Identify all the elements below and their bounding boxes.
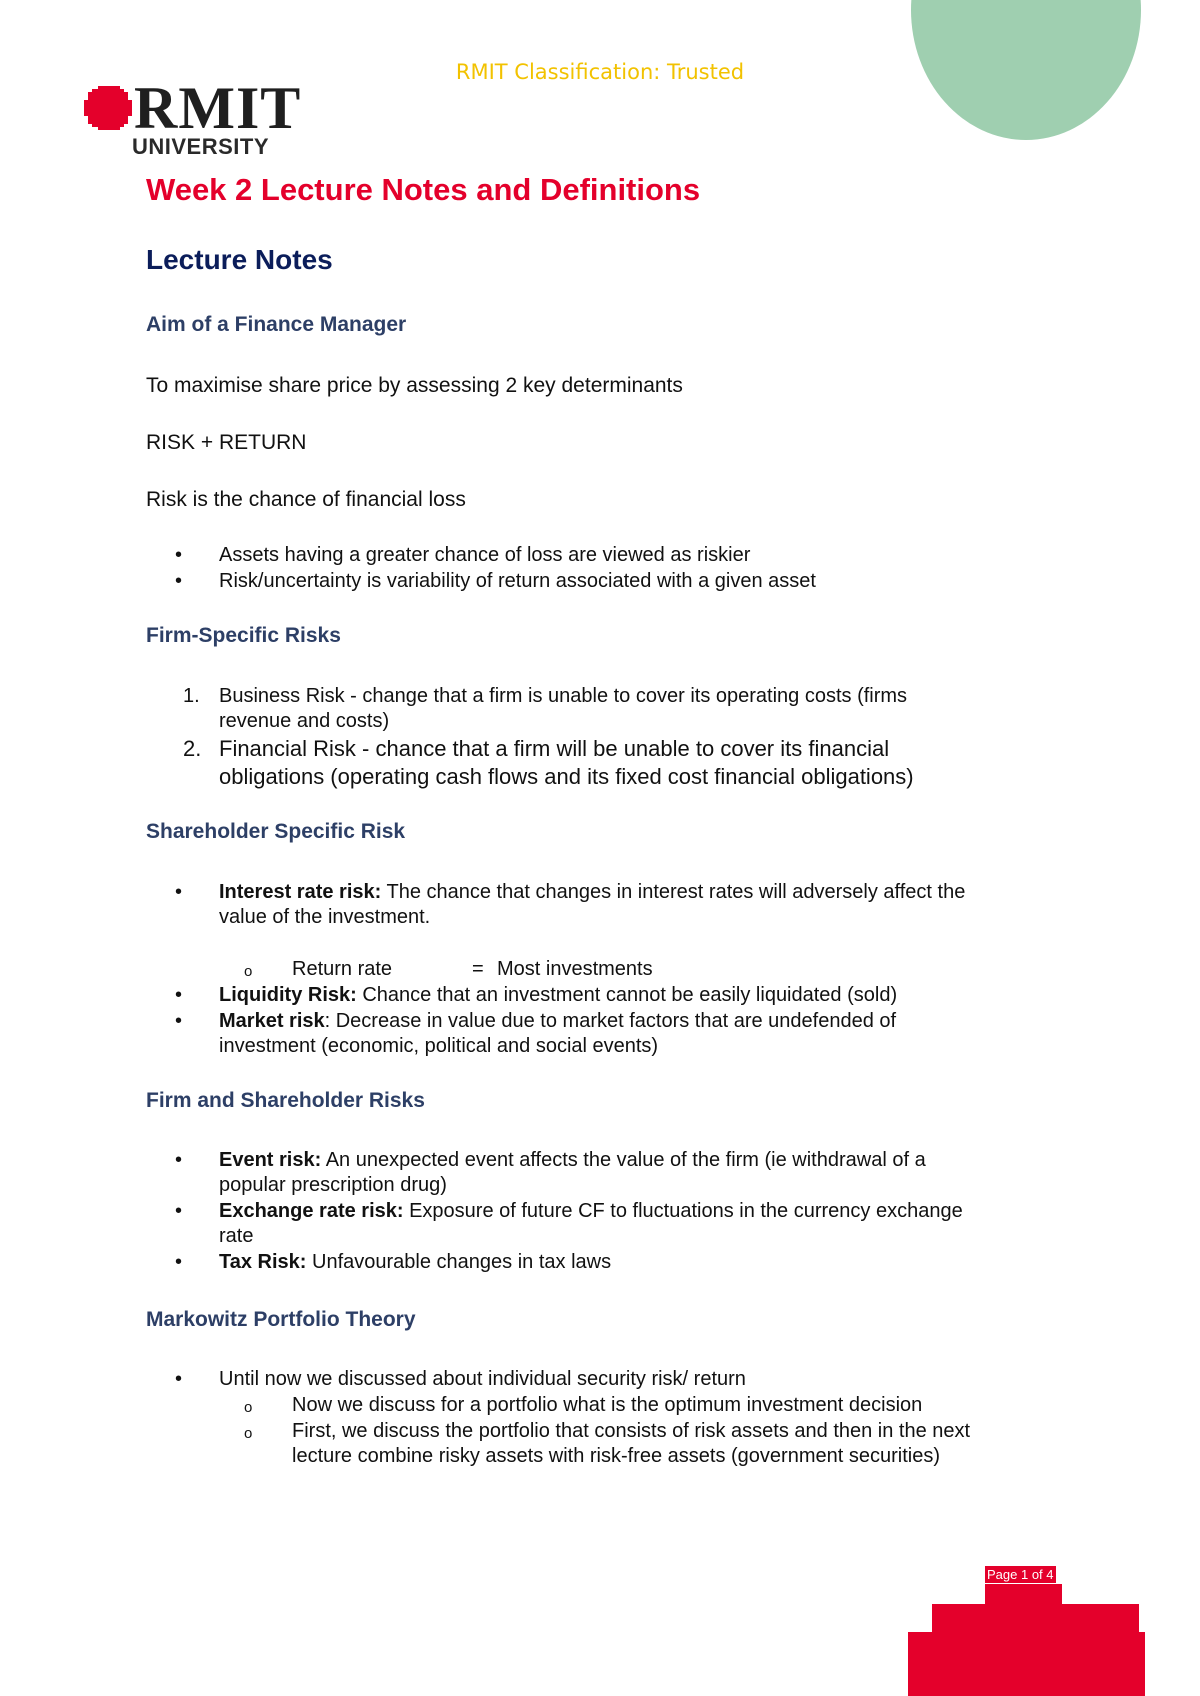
shareholder-specific-heading: Shareholder Specific Risk: [146, 820, 406, 843]
bullet-icon: •: [175, 1149, 183, 1171]
aim-line-3: Risk is the chance of financial loss: [146, 488, 466, 511]
bullet-icon: •: [175, 1200, 183, 1222]
footer-step-2: [932, 1604, 1139, 1632]
logo-subtitle: UNIVERSITY: [132, 134, 270, 159]
rmit-logo: [84, 75, 302, 159]
circle-bullet-icon: o: [244, 1399, 253, 1416]
footer-step-3: [908, 1632, 1145, 1696]
bullet-icon: •: [175, 1368, 183, 1390]
footer-step-1: [985, 1584, 1062, 1604]
firm-and-shareholder-heading: Firm and Shareholder Risks: [146, 1089, 425, 1112]
aim-line-2: RISK + RETURN: [146, 431, 307, 454]
aim-line-1: To maximise share price by assessing 2 key determinants: [146, 374, 683, 397]
page-number-label: Page 1 of 4: [987, 1567, 1054, 1582]
aim-heading: Aim of a Finance Manager: [146, 313, 407, 336]
bullet-icon: •: [175, 1010, 183, 1032]
bullet-icon: •: [175, 570, 183, 592]
bullet-icon: •: [175, 881, 183, 903]
firm-specific-heading: Firm-Specific Risks: [146, 624, 341, 647]
page-title: Week 2 Lecture Notes and Definitions: [146, 172, 701, 207]
bullet-icon: •: [175, 1251, 183, 1273]
rmit-pixel-icon: [84, 86, 132, 130]
bullet-icon: •: [175, 544, 183, 566]
circle-bullet-icon: o: [244, 963, 253, 980]
lecture-notes-heading: Lecture Notes: [146, 244, 333, 275]
bullet-icon: •: [175, 984, 183, 1006]
classification-label: RMIT Classification: Trusted: [455, 60, 745, 84]
logo-wordmark: RMIT: [134, 75, 302, 141]
circle-bullet-icon: o: [244, 1425, 253, 1442]
markowitz-heading: Markowitz Portfolio Theory: [146, 1308, 416, 1331]
